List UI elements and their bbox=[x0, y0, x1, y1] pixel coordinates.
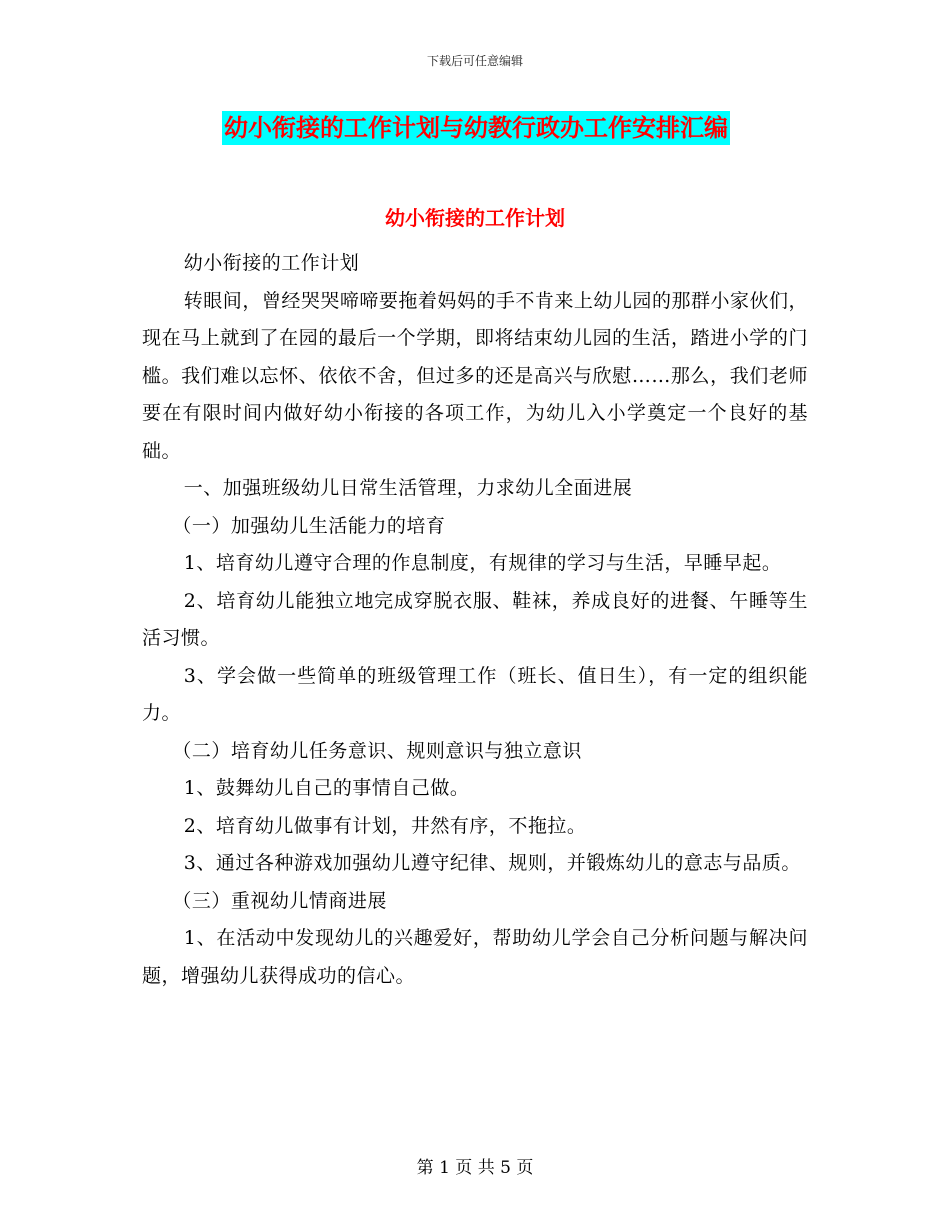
header-note: 下载后可任意编辑 bbox=[426, 54, 523, 68]
footer-prefix: 第 bbox=[416, 1158, 434, 1178]
footer-suffix: 页 bbox=[516, 1158, 534, 1178]
heading-level-2: （三）重视幼儿情商进展 bbox=[172, 889, 387, 912]
document-body bbox=[142, 245, 808, 995]
section-title: 幼小衔接的工作计划 bbox=[385, 206, 565, 230]
heading-level-1: 一、加强班级幼儿日常生活管理，力求幼儿全面进展 bbox=[183, 477, 633, 499]
body-paragraph: 幼小衔接的工作计划 bbox=[183, 252, 360, 274]
list-item: 1、鼓舞幼儿自己的事情自己做。 bbox=[183, 777, 470, 799]
body-paragraph: 转眼间，曾经哭哭啼啼要拖着妈妈的手不肯来上幼儿园的那群小家伙们，现在马上就到了在园的最后一个学期，即将结束幼儿园的生活，踏进小学的门槛。我们难以忘怀、依依不舍，但过多的还是高兴与欣慰……那么，我们老师要在有限时间内做好幼小衔接的各项工作，为幼儿入小学奠定一个良好的基础。 bbox=[142, 289, 808, 462]
page-number: 1 bbox=[439, 1158, 450, 1178]
list-item: 3、学会做一些简单的班级管理工作（班长、值日生），有一定的组织能力。 bbox=[142, 664, 808, 724]
list-item: 2、培育幼儿做事有计划，井然有序，不拖拉。 bbox=[183, 814, 587, 837]
footer-middle: 页 共 bbox=[455, 1158, 495, 1178]
list-item: 1、培育幼儿遵守合理的作息制度，有规律的学习与生活，早睡早起。 bbox=[183, 552, 782, 574]
heading-level-2: （二）培育幼儿任务意识、规则意识与独立意识 bbox=[172, 739, 582, 762]
list-item: 2、培育幼儿能独立地完成穿脱衣服、鞋袜，养成良好的进餐、午睡等生活习惯。 bbox=[142, 589, 808, 649]
page-total: 5 bbox=[500, 1158, 511, 1178]
page-footer bbox=[0, 1153, 950, 1178]
list-item: 3、通过各种游戏加强幼儿遵守纪律、规则，并锻炼幼儿的意志与品质。 bbox=[183, 852, 801, 874]
document-main-title: 幼小衔接的工作计划与幼教行政办工作安排汇编 bbox=[222, 111, 730, 145]
list-item: 1、在活动中发现幼儿的兴趣爱好，帮助幼儿学会自己分析问题与解决问题，增强幼儿获得成功的信心。 bbox=[142, 927, 808, 987]
heading-level-2: （一）加强幼儿生活能力的培育 bbox=[172, 514, 446, 537]
